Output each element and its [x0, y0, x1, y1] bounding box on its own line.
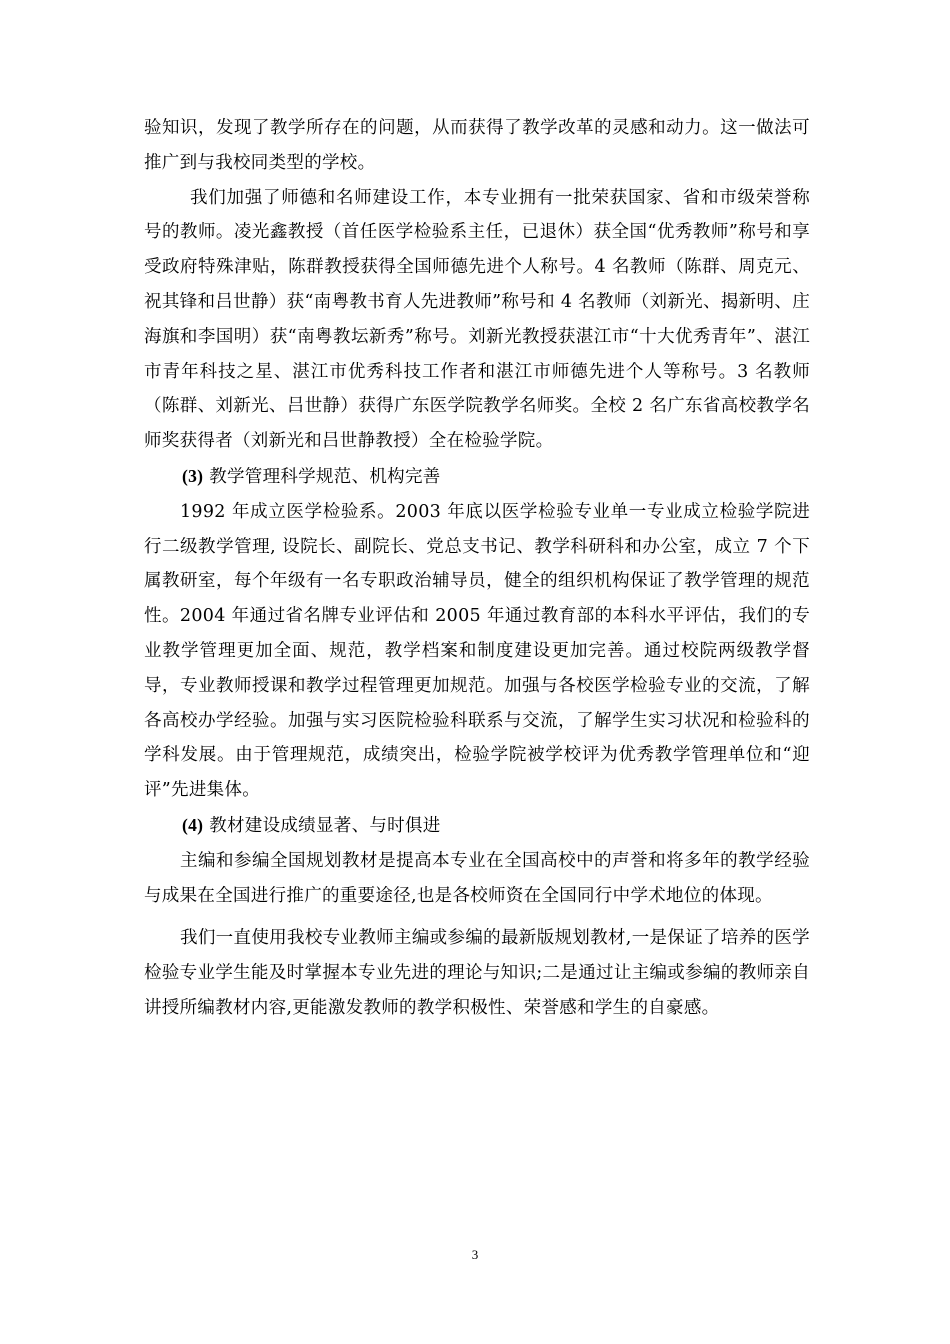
paragraph-textbook-usage: 我们一直使用我校专业教师主编或参编的最新版规划教材,一是保证了培养的医学检验专业学生能及时掌握本专业先进的理论与知识;二是通过让主编或参编的教师亲自讲授所编教材内容,更能激发教师的教学积极性、荣誉感和学生的自豪感。 [144, 928, 810, 1018]
document-body [144, 111, 810, 1026]
paragraph-textbooks: 主编和参编全国规划教材是提高本专业在全国高校中的声誉和将多年的教学经验与成果在全国进行推广的重要途径,也是各校师资在全国同行中学术地位的体现。 [144, 850, 810, 906]
section-heading-4 [144, 808, 810, 844]
page-number: 3 [471, 1247, 479, 1262]
section-heading-3-text: 教学管理科学规范、机构完善 [209, 466, 441, 487]
paragraph-management: 1992 年成立医学检验系。2003 年底以医学检验专业单一专业成立检验学院进行二级教学管理, 设院长、副院长、党总支书记、教学科研科和办公室，成立 7 个下属教研室，每个年级有一名专职政治辅导员，健全的组织机构保证了教学管理的规范性。2004 年通过省名牌专业评估和 2005 年通过教育部的本科水平评估，我们的专业教学管理更加全面、规范，教学档案和制度建设更加完善。通过校院两级教学督导，专业教师授课和教学过程管理更加规范。加强与各校医学检验专业的交流，了解各高校办学经验。加强与实习医院检验科联系与交流，了解学生实习状况和检验科的学科发展。由于管理规范，成绩突出，检验学院被学校评为优秀教学管理单位和“迎评”先进集体。 [144, 501, 810, 801]
paragraph-teacher-honors: 我们加强了师德和名师建设工作，本专业拥有一批荣获国家、省和市级荣誉称号的教师。凌光鑫教授（首任医学检验系主任，已退休）获全国“优秀教师”称号和享受政府特殊津贴，陈群教授获得全国师德先进个人称号。4 名教师（陈群、周克元、祝其锋和吕世静）获“南粤教书育人先进教师”称号和 4 名教师（刘新光、揭新明、庄海旗和李国明）获“南粤教坛新秀”称号。刘新光教授获湛江市“十大优秀青年”、湛江市青年科技之星、湛江市优秀科技工作者和湛江市师德先进个人等称号。3 名教师（陈群、刘新光、吕世静）获得广东医学院教学名师奖。全校 2 名广东省高校教学名师奖获得者（刘新光和吕世静教授）全在检验学院。 [144, 187, 810, 452]
section-heading-3-number: (3) [182, 465, 204, 486]
section-heading-4-text: 教材建设成绩显著、与时俱进 [209, 815, 441, 836]
paragraph-continuation: 验知识，发现了教学所存在的问题，从而获得了教学改革的灵感和动力。这一做法可推广到与我校同类型的学校。 [144, 118, 810, 173]
section-heading-3 [144, 459, 810, 495]
section-heading-4-number: (4) [182, 814, 204, 835]
